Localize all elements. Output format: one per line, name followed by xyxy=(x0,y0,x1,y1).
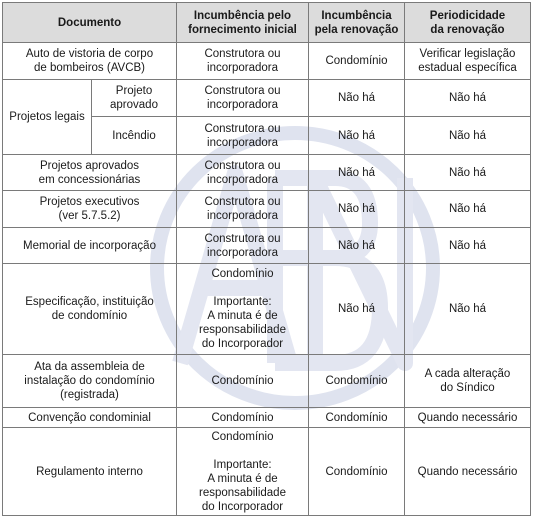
cell-periodicidade: Não há xyxy=(405,191,531,228)
cell-renovacao: Condomínio xyxy=(309,355,405,408)
table-row xyxy=(3,228,531,264)
cell-periodicidade: Não há xyxy=(405,264,531,355)
cell-renovacao: Não há xyxy=(309,191,405,228)
table-row xyxy=(3,355,531,408)
cell-fornecimento: Construtora ou incorporadora xyxy=(177,117,309,155)
cell-periodicidade: A cada alteração do Síndico xyxy=(405,355,531,408)
cell-sub: Incêndio xyxy=(92,117,177,155)
table-row xyxy=(3,43,531,80)
cell-fornecimento: Condomínio Importante: A minuta é de responsabilidade do Incorporador xyxy=(177,264,309,355)
table-row xyxy=(3,264,531,355)
cell-documento: Especificação, instituição de condomínio xyxy=(3,264,177,355)
cell-sub: Projeto aprovado xyxy=(92,80,177,117)
cell-renovacao: Não há xyxy=(309,264,405,355)
cell-periodicidade: Quando necessário xyxy=(405,408,531,428)
cell-periodicidade: Não há xyxy=(405,155,531,191)
cell-documento: Ata da assembleia de instalação do condomínio (registrada) xyxy=(3,355,177,408)
header-row xyxy=(3,3,531,43)
table-row xyxy=(3,80,531,117)
cell-fornecimento: Condomínio xyxy=(177,355,309,408)
cell-renovacao: Não há xyxy=(309,117,405,155)
cell-fornecimento: Construtora ou incorporadora xyxy=(177,43,309,80)
table-row xyxy=(3,155,531,191)
cell-documento: Memorial de incorporação xyxy=(3,228,177,264)
documents-table xyxy=(2,2,531,516)
cell-renovacao: Condomínio xyxy=(309,43,405,80)
cell-documento: Auto de vistoria de corpo de bombeiros (AVCB) xyxy=(3,43,177,80)
cell-documento: Regulamento interno xyxy=(3,428,177,516)
cell-documento: Projetos executivos (ver 5.7.5.2) xyxy=(3,191,177,228)
cell-periodicidade: Não há xyxy=(405,228,531,264)
table-row xyxy=(3,408,531,428)
header-documento: Documento xyxy=(3,3,177,43)
cell-renovacao: Não há xyxy=(309,228,405,264)
header-fornecimento: Incumbência pelo fornecimento inicial xyxy=(177,3,309,43)
cell-renovacao: Não há xyxy=(309,80,405,117)
cell-documento: Projetos aprovados em concessionárias xyxy=(3,155,177,191)
cell-periodicidade: Não há xyxy=(405,80,531,117)
cell-periodicidade: Quando necessário xyxy=(405,428,531,516)
cell-fornecimento: Construtora ou incorporadora xyxy=(177,80,309,117)
cell-fornecimento: Construtora ou incorporadora xyxy=(177,191,309,228)
cell-group: Projetos legais xyxy=(3,80,92,155)
cell-documento: Convenção condominial xyxy=(3,408,177,428)
cell-periodicidade: Verificar legislação estadual específica xyxy=(405,43,531,80)
cell-fornecimento: Condomínio Importante: A minuta é de responsabilidade do Incorporador xyxy=(177,428,309,516)
header-renovacao: Incumbência pela renovação xyxy=(309,3,405,43)
cell-renovacao: Condomínio xyxy=(309,428,405,516)
cell-fornecimento: Construtora ou incorporadora xyxy=(177,228,309,264)
cell-periodicidade: Não há xyxy=(405,117,531,155)
table-row xyxy=(3,191,531,228)
cell-renovacao: Não há xyxy=(309,155,405,191)
cell-fornecimento: Construtora ou incorporadora xyxy=(177,155,309,191)
cell-renovacao: Condomínio xyxy=(309,408,405,428)
table-row xyxy=(3,428,531,516)
header-periodicidade: Periodicidade da renovação xyxy=(405,3,531,43)
cell-fornecimento: Condomínio xyxy=(177,408,309,428)
